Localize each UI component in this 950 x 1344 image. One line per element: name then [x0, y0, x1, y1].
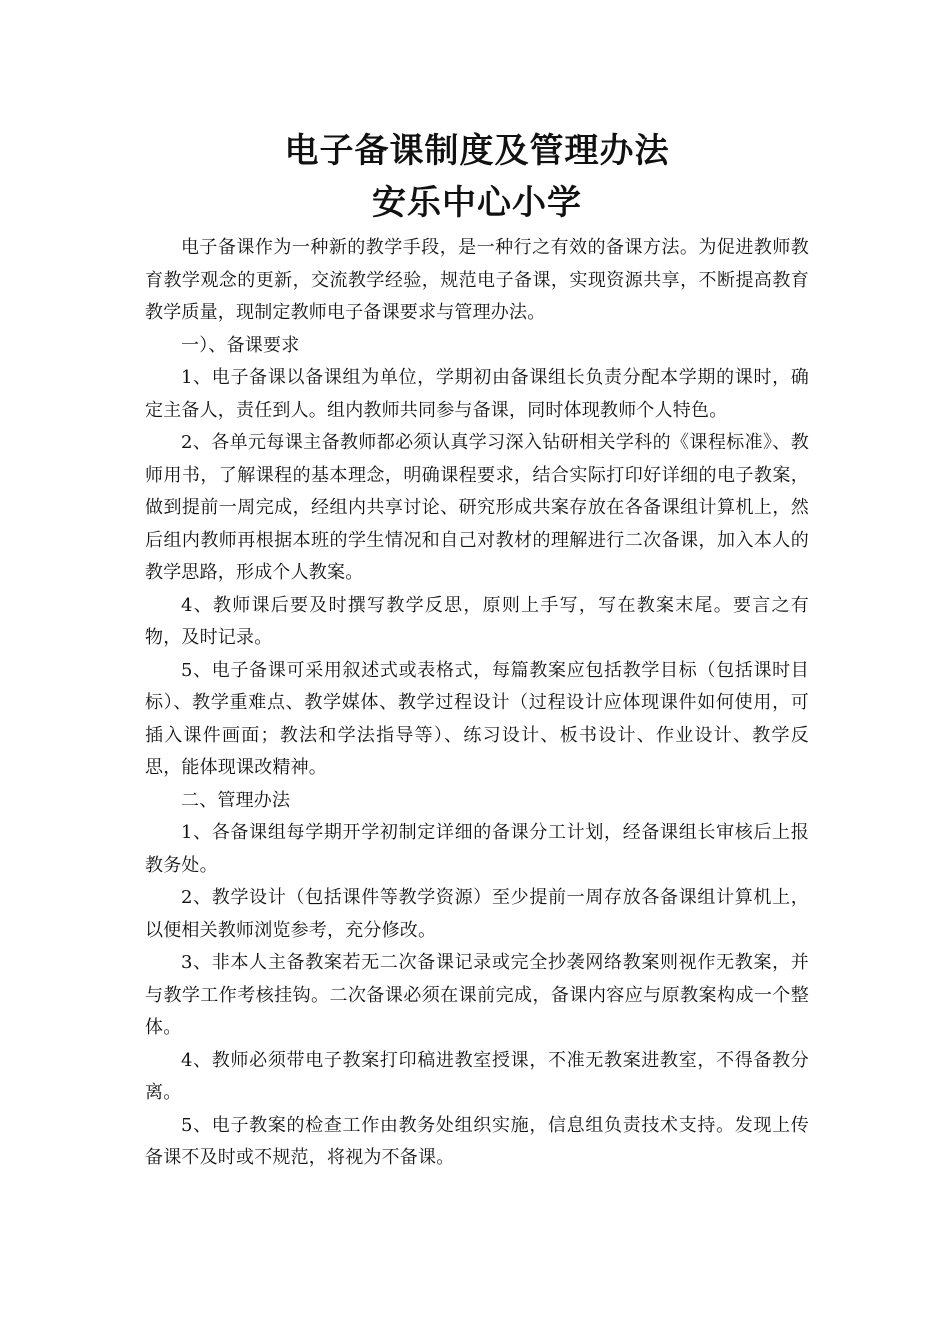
- document-subtitle: 安乐中心小学: [372, 183, 582, 223]
- section-heading-requirements: 一）、备课要求: [181, 334, 300, 356]
- document-page: [145, 128, 809, 1175]
- intro-paragraph: 电子备课作为一种新的教学手段，是一种行之有效的备课方法。为促进教师教育教学观念的更新，交流教学经验，规范电子备课，实现资源共享，不断提高教育教学质量，现制定教师电子备课要求与管理办法。: [145, 237, 809, 323]
- management-item-3: 3、非本人主备教案若无二次备课记录或完全抄袭网络教案则视作无教案，并与教学工作考核挂钩。二次备课必须在课前完成，备课内容应与原教案构成一个整体。: [145, 952, 809, 1038]
- requirement-item-4: 4、教师课后要及时撰写教学反思，原则上手写，写在教案末尾。要言之有物，及时记录。: [145, 594, 809, 648]
- management-item-4: 4、教师必须带电子教案打印稿进教室授课，不准无教案进教室，不得备教分离。: [145, 1049, 809, 1103]
- requirement-item-5: 5、电子备课可采用叙述式或表格式，每篇教案应包括教学目标（包括课时目标）、教学重难点、教学媒体、教学过程设计（过程设计应体现课件如何使用，可插入课件画面；教法和学法指导等）、练习设计、板书设计、作业设计、教学反思，能体现课改精神。: [145, 659, 809, 778]
- requirement-item-2: 2、各单元每课主备教师都必须认真学习深入钻研相关学科的《课程标准》、教师用书，了解课程的基本理念，明确课程要求，结合实际打印好详细的电子教案，做到提前一周完成，经组内共享讨论、研究形成共案存放在各备课组计算机上，然后组内教师再根据本班的学生情况和自己对教材的理解进行二次备课，加入本人的教学思路，形成个人教案。: [145, 432, 809, 583]
- section-heading-management: 二、管理办法: [181, 789, 291, 811]
- management-item-1: 1、各备课组每学期开学初制定详细的备课分工计划，经备课组长审核后上报教务处。: [145, 822, 809, 876]
- management-item-5: 5、电子教案的检查工作由教务处组织实施，信息组负责技术支持。发现上传备课不及时或不规范，将视为不备课。: [145, 1114, 809, 1168]
- requirement-item-1: 1、电子备课以备课组为单位，学期初由备课组长负责分配本学期的课时，确定主备人，责任到人。组内教师共同参与备课，同时体现教师个人特色。: [145, 367, 809, 421]
- document-title: 电子备课制度及管理办法: [284, 131, 670, 171]
- management-item-2: 2、教学设计（包括课件等教学资源）至少提前一周存放各备课组计算机上，以便相关教师浏览参考，充分修改。: [145, 887, 809, 941]
